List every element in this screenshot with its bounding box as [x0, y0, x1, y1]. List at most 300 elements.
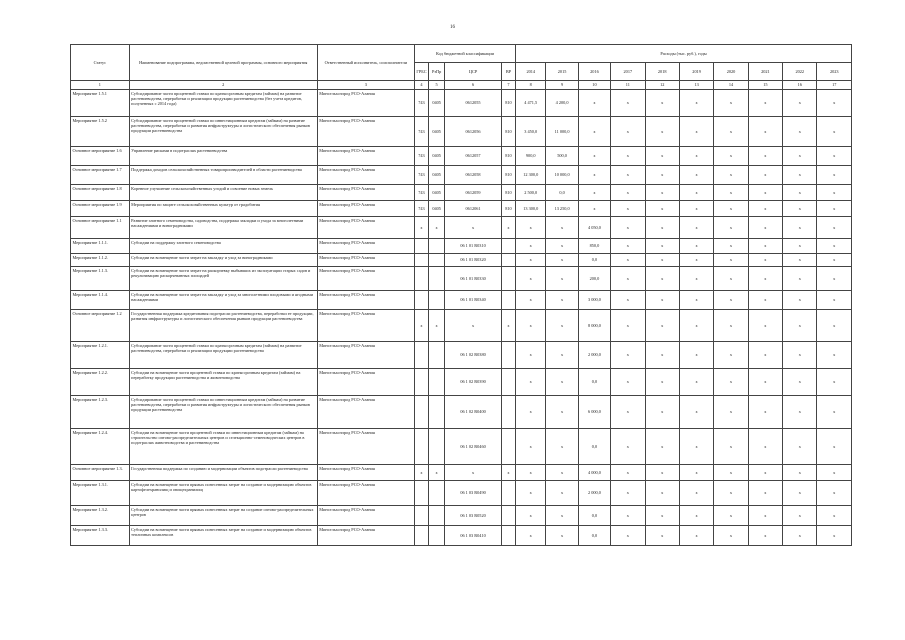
row-code-grbs: [414, 526, 428, 546]
row-value: x: [611, 396, 645, 429]
row-value: x: [679, 147, 713, 166]
row-name: Субсидирование части процентной ставки по инвестиционным кредитам (займам) на развитие растениеводства, переработки и развития инфраструктуры и логистического обеспечения рынков продукции растениеводства: [129, 117, 317, 147]
row-value: x: [748, 369, 782, 396]
row-code-rzpr: 0405: [429, 166, 445, 185]
row-value: x: [714, 369, 748, 396]
row-value: x: [817, 526, 852, 546]
row-code-grbs: [414, 254, 428, 267]
row-value: x: [783, 481, 817, 506]
row-value: x: [645, 342, 679, 369]
row-value: x: [679, 481, 713, 506]
row-name: Государственная поддержка кредитования подотрасли растениеводства, переработки ее продукции, развития инфраструктуры и логистического обеспечения рынков продукции растениеводства: [129, 310, 317, 342]
header-year: 2014: [516, 63, 546, 81]
row-value: x: [546, 396, 578, 429]
row-code-grbs: [414, 396, 428, 429]
row-name: Субсидии на возмещение части затрат на закладку и уход за многолетними плодовыми и ягодными насаждениями: [129, 291, 317, 310]
row-name: Субсидии на возмещение части затрат на закладку и уход за виноградниками: [129, 254, 317, 267]
row-code-grbs: 743: [414, 147, 428, 166]
row-name: Субсидирование части процентной ставки по краткосрочным кредитам (займам) на развитие растениеводства, переработки и реализации продукции растениеводства: [129, 342, 317, 369]
row-value: 6 000,0: [578, 396, 610, 429]
row-code-vr: [501, 291, 515, 310]
row-value: x: [817, 465, 852, 481]
header-year: 2016: [578, 63, 610, 81]
row-value: x: [783, 369, 817, 396]
row-code-csr: 06 1 01 R0330: [445, 267, 502, 291]
row-value: x: [714, 526, 748, 546]
row-value: x: [679, 396, 713, 429]
row-value: x: [748, 201, 782, 217]
row-value: x: [516, 239, 546, 254]
row-value: x: [714, 481, 748, 506]
row-value: x: [611, 465, 645, 481]
row-code-vr: [501, 239, 515, 254]
row-value: x: [817, 506, 852, 526]
row-value: x: [679, 217, 713, 239]
row-code-csr: 06 1 01 R0340: [445, 291, 502, 310]
row-code-rzpr: x: [429, 465, 445, 481]
row-value: x: [546, 481, 578, 506]
row-value: x: [679, 267, 713, 291]
row-value: x: [783, 147, 817, 166]
row-code-vr: [501, 526, 515, 546]
column-number: 3: [317, 81, 414, 90]
row-name: Государственная поддержка по созданию и модернизации объектов подотрасли растениеводства: [129, 465, 317, 481]
table-row: [71, 526, 852, 546]
row-value: x: [578, 90, 610, 117]
row-executor: Минсельхозпрод РСО-Алания: [317, 117, 414, 147]
header-year: 2018: [645, 63, 679, 81]
row-value: x: [516, 465, 546, 481]
row-value: x: [611, 201, 645, 217]
table-row: [71, 254, 852, 267]
row-value: x: [645, 526, 679, 546]
row-value: x: [679, 254, 713, 267]
row-status: Основное мероприятие 1.3.: [71, 465, 130, 481]
table-row: [71, 396, 852, 429]
row-code-grbs: 743: [414, 166, 428, 185]
row-value: x: [546, 267, 578, 291]
table-row: [71, 506, 852, 526]
row-value: x: [679, 90, 713, 117]
row-code-vr: x: [501, 310, 515, 342]
row-value: x: [546, 291, 578, 310]
row-value: x: [714, 217, 748, 239]
row-value: 3 450,0: [516, 117, 546, 147]
column-number: 2: [129, 81, 317, 90]
column-number: 15: [748, 81, 782, 90]
row-value: x: [578, 147, 610, 166]
header-year: 2019: [679, 63, 713, 81]
row-code-csr: 06 1 01 R0310: [445, 239, 502, 254]
row-status: Мероприятие 1.2.2.: [71, 369, 130, 396]
row-executor: Минсельхозпрод РСО-Алания: [317, 254, 414, 267]
column-number: 14: [714, 81, 748, 90]
row-value: x: [578, 201, 610, 217]
row-name: Субсидирование части процентной ставки по инвестиционным кредитам (займам) на развитие растениеводства, переработки и развития инфраструктуры и логистического обеспечения рынков продукции растениеводства: [129, 396, 317, 429]
row-value: x: [748, 465, 782, 481]
table-row: [71, 90, 852, 117]
row-value: 8 000,0: [578, 310, 610, 342]
row-executor: Минсельхозпрод РСО-Алания: [317, 291, 414, 310]
row-value: x: [516, 369, 546, 396]
row-code-csr: 06 1 03 R0520: [445, 506, 502, 526]
header-code: ГРБС: [414, 63, 428, 81]
row-status: Мероприятие 1.1.3.: [71, 267, 130, 291]
row-executor: Минсельхозпрод РСО-Алания: [317, 166, 414, 185]
row-value: x: [817, 201, 852, 217]
row-value: x: [546, 239, 578, 254]
row-code-rzpr: [429, 396, 445, 429]
header-year: 2015: [546, 63, 578, 81]
budget-table: [70, 44, 852, 546]
row-code-rzpr: 0405: [429, 117, 445, 147]
row-value: 900,0: [516, 147, 546, 166]
row-code-csr: 06 1 01 R0320: [445, 254, 502, 267]
header-code: ВР: [501, 63, 515, 81]
column-number: 5: [429, 81, 445, 90]
row-value: x: [783, 185, 817, 201]
table-row: [71, 201, 852, 217]
row-code-rzpr: [429, 239, 445, 254]
row-value: x: [645, 201, 679, 217]
column-number: 17: [817, 81, 852, 90]
row-value: x: [783, 396, 817, 429]
row-code-vr: 810: [501, 201, 515, 217]
row-value: x: [714, 185, 748, 201]
row-code-csr: 06 1 03 R0410: [445, 526, 502, 546]
row-value: x: [783, 310, 817, 342]
row-value: x: [516, 291, 546, 310]
row-code-vr: [501, 429, 515, 465]
row-value: x: [817, 429, 852, 465]
row-value: x: [714, 396, 748, 429]
row-code-csr: x: [445, 310, 502, 342]
header-name: Наименование подпрограммы, ведомственной целевой программы, основного мероприятия: [129, 45, 317, 81]
row-code-grbs: [414, 369, 428, 396]
row-status: Основное мероприятие 1.2: [71, 310, 130, 342]
row-value: x: [748, 217, 782, 239]
row-value: x: [679, 291, 713, 310]
row-value: x: [516, 267, 546, 291]
row-code-grbs: [414, 342, 428, 369]
row-value: x: [611, 185, 645, 201]
row-value: x: [546, 465, 578, 481]
row-value: x: [679, 166, 713, 185]
row-value: x: [645, 396, 679, 429]
row-value: x: [546, 310, 578, 342]
row-value: 12 300,0: [516, 166, 546, 185]
row-code-grbs: x: [414, 217, 428, 239]
row-value: x: [714, 506, 748, 526]
row-name: Мероприятия по защите сельскохозяйственных культур от градобития: [129, 201, 317, 217]
row-value: 0,0: [578, 254, 610, 267]
row-value: 2 000,0: [578, 481, 610, 506]
row-value: x: [546, 217, 578, 239]
row-code-csr: 06 1 02 R0380: [445, 342, 502, 369]
row-value: x: [817, 185, 852, 201]
row-value: x: [748, 90, 782, 117]
row-value: x: [748, 239, 782, 254]
row-status: Мероприятие 1.1.1.: [71, 239, 130, 254]
row-value: 3 000,0: [578, 291, 610, 310]
row-value: x: [748, 396, 782, 429]
row-value: x: [679, 185, 713, 201]
row-code-csr: x: [445, 465, 502, 481]
row-value: 4 000,0: [578, 465, 610, 481]
row-code-vr: 810: [501, 166, 515, 185]
row-value: 10 000,0: [546, 166, 578, 185]
row-value: x: [645, 166, 679, 185]
row-value: x: [783, 429, 817, 465]
row-status: Основное мероприятие 1.9: [71, 201, 130, 217]
row-code-vr: [501, 396, 515, 429]
table-row: [71, 267, 852, 291]
row-executor: Минсельхозпрод РСО-Алания: [317, 526, 414, 546]
row-executor: Минсельхозпрод РСО-Алания: [317, 185, 414, 201]
row-code-csr: 0612059: [445, 185, 502, 201]
row-value: x: [783, 117, 817, 147]
row-value: x: [546, 342, 578, 369]
row-value: x: [611, 506, 645, 526]
table-row: [71, 147, 852, 166]
row-code-csr: 06 1 02 R0390: [445, 369, 502, 396]
row-code-rzpr: [429, 369, 445, 396]
row-code-csr: 0612061: [445, 201, 502, 217]
row-value: x: [714, 291, 748, 310]
row-status: Основное мероприятие 1.1: [71, 217, 130, 239]
row-value: x: [611, 254, 645, 267]
header-status: Статус: [71, 45, 130, 81]
row-value: x: [516, 396, 546, 429]
row-value: x: [714, 117, 748, 147]
row-code-grbs: [414, 291, 428, 310]
table-row: [71, 310, 852, 342]
row-code-vr: 810: [501, 90, 515, 117]
row-value: x: [817, 369, 852, 396]
row-code-vr: [501, 369, 515, 396]
row-value: x: [645, 267, 679, 291]
row-name: Субсидии на возмещение части прямых понесенных затрат на создание и модернизацию объектов картофелехранилищ и овощехранилищ: [129, 481, 317, 506]
row-executor: Минсельхозпрод РСО-Алания: [317, 369, 414, 396]
row-code-vr: [501, 506, 515, 526]
row-executor: Минсельхозпрод РСО-Алания: [317, 465, 414, 481]
row-value: x: [546, 429, 578, 465]
row-name: Субсидии на возмещение части процентной ставки по краткосрочным кредитам (займам) на переработку продукции растениеводства и животноводства: [129, 369, 317, 396]
row-code-rzpr: [429, 506, 445, 526]
row-status: Основное мероприятие 1.7: [71, 166, 130, 185]
row-value: x: [546, 254, 578, 267]
column-number: 13: [679, 81, 713, 90]
row-code-grbs: [414, 429, 428, 465]
row-value: 11 000,0: [546, 117, 578, 147]
row-status: Основное мероприятие 1.8: [71, 185, 130, 201]
row-code-vr: x: [501, 465, 515, 481]
row-value: x: [783, 526, 817, 546]
header-budget-code: Код бюджетной классификации: [414, 45, 515, 63]
row-executor: Минсельхозпрод РСО-Алания: [317, 506, 414, 526]
row-value: x: [748, 342, 782, 369]
row-value: x: [611, 429, 645, 465]
row-value: x: [578, 166, 610, 185]
row-value: x: [783, 291, 817, 310]
row-value: x: [783, 342, 817, 369]
row-value: 0,0: [578, 429, 610, 465]
row-value: x: [748, 481, 782, 506]
row-value: x: [817, 239, 852, 254]
row-value: x: [817, 291, 852, 310]
column-number: 9: [546, 81, 578, 90]
row-code-vr: 810: [501, 117, 515, 147]
row-value: x: [645, 310, 679, 342]
row-value: x: [611, 481, 645, 506]
row-value: x: [679, 310, 713, 342]
row-name: Поддержка доходов сельскохозяйственных товаропроизводителей в области растениеводства: [129, 166, 317, 185]
column-number: 10: [578, 81, 610, 90]
row-code-rzpr: [429, 342, 445, 369]
row-value: 2 000,0: [578, 342, 610, 369]
column-number: 7: [501, 81, 515, 90]
row-code-grbs: 743: [414, 185, 428, 201]
row-code-rzpr: x: [429, 310, 445, 342]
row-value: x: [748, 185, 782, 201]
row-executor: Минсельхозпрод РСО-Алания: [317, 310, 414, 342]
table-row: [71, 429, 852, 465]
row-code-grbs: [414, 267, 428, 291]
row-executor: Минсельхозпрод РСО-Алания: [317, 429, 414, 465]
row-value: 2 500,0: [516, 185, 546, 201]
row-code-rzpr: [429, 291, 445, 310]
row-value: x: [714, 166, 748, 185]
row-value: x: [516, 429, 546, 465]
row-value: x: [645, 147, 679, 166]
row-name: Развитие элитного семеноводства, садоводства, поддержка закладки и ухода за многолетними насаждениями и виноградниками: [129, 217, 317, 239]
row-value: x: [578, 117, 610, 147]
row-value: x: [748, 267, 782, 291]
row-value: x: [645, 465, 679, 481]
column-number: 1: [71, 81, 130, 90]
row-value: x: [645, 369, 679, 396]
row-value: x: [645, 291, 679, 310]
row-value: x: [748, 254, 782, 267]
row-value: x: [817, 267, 852, 291]
row-value: x: [817, 90, 852, 117]
row-value: x: [611, 310, 645, 342]
row-value: x: [645, 217, 679, 239]
row-value: x: [679, 239, 713, 254]
row-value: x: [679, 506, 713, 526]
row-code-rzpr: [429, 267, 445, 291]
row-value: x: [817, 166, 852, 185]
row-code-vr: [501, 481, 515, 506]
row-value: x: [817, 342, 852, 369]
row-value: 0,0: [546, 185, 578, 201]
row-value: 0,0: [578, 506, 610, 526]
row-status: Мероприятие 1.3.2.: [71, 506, 130, 526]
column-number: 12: [645, 81, 679, 90]
row-executor: Минсельхозпрод РСО-Алания: [317, 239, 414, 254]
row-status: Мероприятие 1.5.1: [71, 90, 130, 117]
row-value: x: [714, 429, 748, 465]
header-year: 2017: [611, 63, 645, 81]
row-value: x: [714, 267, 748, 291]
row-value: x: [783, 90, 817, 117]
row-code-vr: [501, 254, 515, 267]
row-code-csr: 06 1 02 R0400: [445, 396, 502, 429]
table-row: [71, 217, 852, 239]
header-executor: Ответственный исполнитель, соисполнители: [317, 45, 414, 81]
row-value: x: [783, 267, 817, 291]
row-code-grbs: 743: [414, 117, 428, 147]
row-status: Мероприятие 1.3.3.: [71, 526, 130, 546]
row-code-grbs: [414, 506, 428, 526]
row-value: x: [679, 369, 713, 396]
row-value: x: [611, 291, 645, 310]
row-value: x: [748, 429, 782, 465]
row-value: x: [611, 90, 645, 117]
row-code-rzpr: 0405: [429, 185, 445, 201]
row-value: x: [817, 147, 852, 166]
row-value: x: [516, 481, 546, 506]
table-row: [71, 291, 852, 310]
row-code-grbs: 743: [414, 201, 428, 217]
row-code-rzpr: [429, 429, 445, 465]
row-value: x: [611, 342, 645, 369]
column-number: 16: [783, 81, 817, 90]
row-value: x: [516, 506, 546, 526]
row-code-csr: x: [445, 217, 502, 239]
row-code-csr: 0612058: [445, 166, 502, 185]
row-value: x: [748, 506, 782, 526]
row-value: 500,0: [546, 147, 578, 166]
table-row: [71, 465, 852, 481]
row-value: x: [783, 166, 817, 185]
table-row: [71, 481, 852, 506]
row-value: x: [679, 526, 713, 546]
row-code-csr: 0612056: [445, 117, 502, 147]
header-year: 2022: [783, 63, 817, 81]
header-code: РзПр: [429, 63, 445, 81]
row-status: Основное мероприятие 1.6: [71, 147, 130, 166]
row-value: x: [516, 526, 546, 546]
row-value: x: [783, 239, 817, 254]
row-code-grbs: x: [414, 310, 428, 342]
row-status: Мероприятие 1.2.4.: [71, 429, 130, 465]
row-value: x: [714, 239, 748, 254]
row-value: x: [516, 254, 546, 267]
header-year: 2023: [817, 63, 852, 81]
row-value: 4 050,0: [578, 217, 610, 239]
row-value: 0,0: [578, 369, 610, 396]
row-value: x: [645, 117, 679, 147]
row-status: Мероприятие 1.3.1.: [71, 481, 130, 506]
row-value: x: [783, 201, 817, 217]
row-value: x: [714, 147, 748, 166]
row-value: x: [611, 147, 645, 166]
row-value: x: [714, 310, 748, 342]
row-value: x: [748, 291, 782, 310]
row-value: x: [817, 254, 852, 267]
row-code-rzpr: 0405: [429, 201, 445, 217]
row-status: Мероприятие 1.2.1.: [71, 342, 130, 369]
column-number: 8: [516, 81, 546, 90]
row-value: x: [516, 217, 546, 239]
row-value: x: [546, 506, 578, 526]
column-number: 6: [445, 81, 502, 90]
row-value: x: [546, 526, 578, 546]
row-value: x: [748, 147, 782, 166]
row-status: Мероприятие 1.1.4.: [71, 291, 130, 310]
row-value: x: [817, 310, 852, 342]
